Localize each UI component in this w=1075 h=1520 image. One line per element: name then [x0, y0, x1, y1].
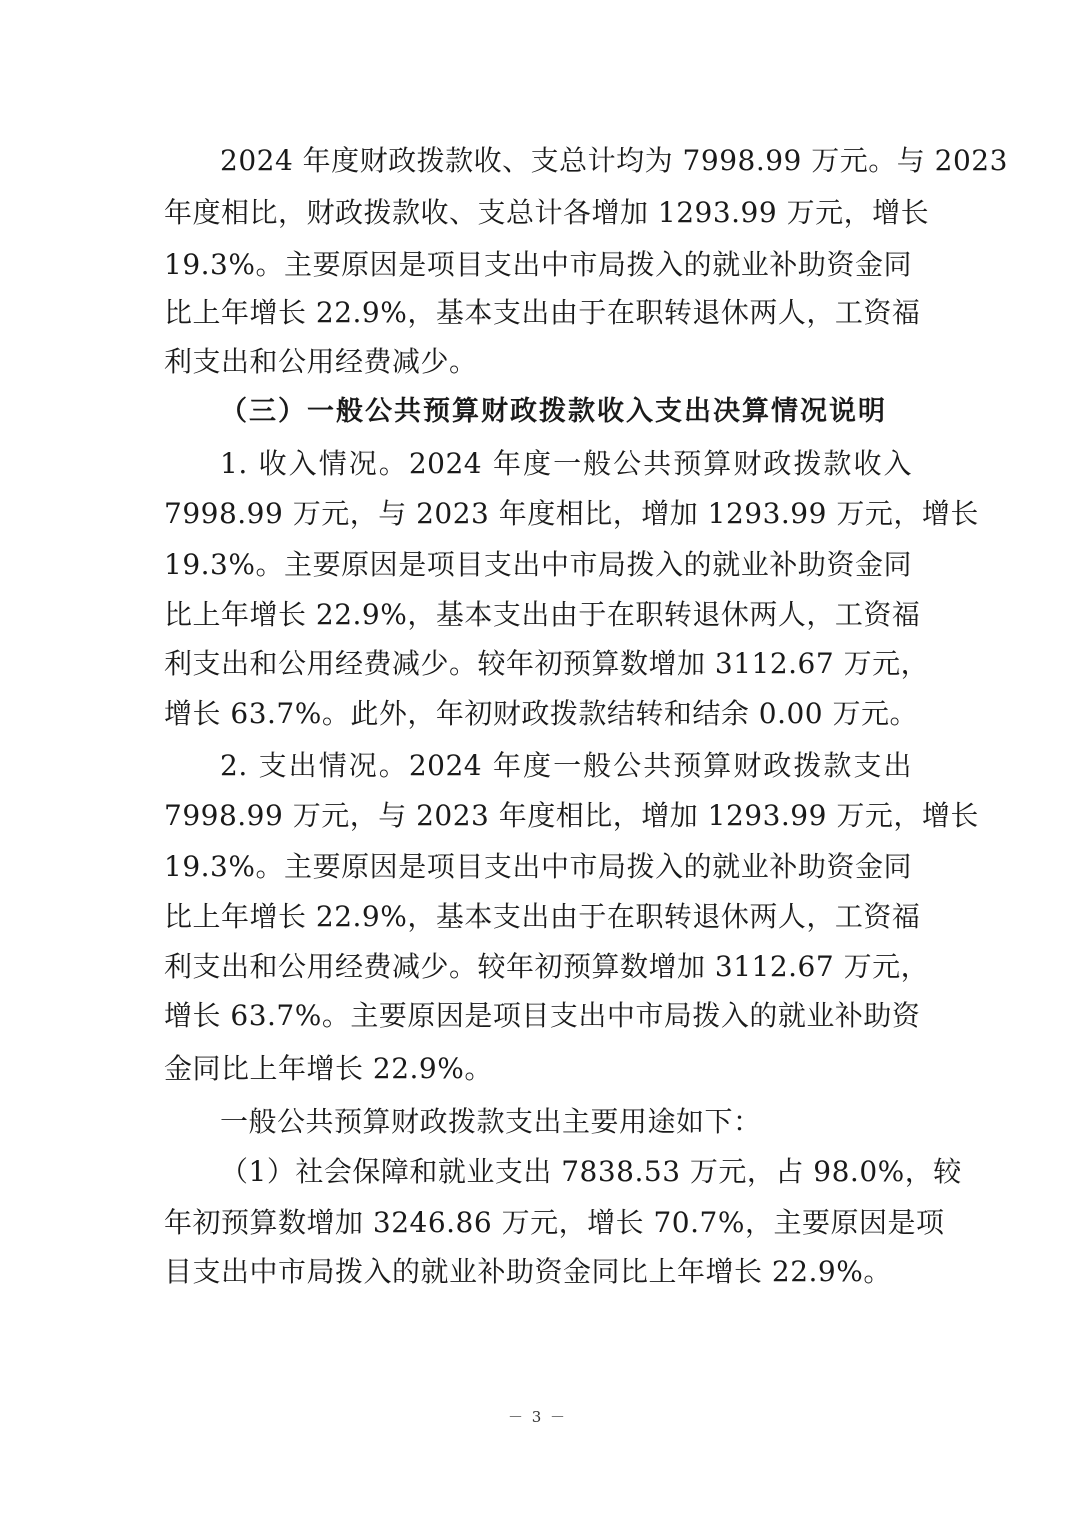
paragraph-line: 2. 支出情况。2024 年度一般公共预算财政拨款支出 — [220, 749, 912, 782]
paragraph-line: 19.3%。主要原因是项目支出中市局拨入的就业补助资金同 — [164, 850, 912, 883]
page-number: － 3 － — [507, 1408, 568, 1426]
paragraph-line: 增长 63.7%。主要原因是项目支出中市局拨入的就业补助资 — [164, 999, 921, 1032]
paragraph-line: 利支出和公用经费减少。 — [164, 345, 478, 378]
paragraph-line: 年度相比，财政拨款收、支总计各增加 1293.99 万元，增长 — [164, 196, 930, 229]
paragraph-line: 金同比上年增长 22.9%。 — [164, 1052, 493, 1085]
section-heading: （三）一般公共预算财政拨款收入支出决算情况说明 — [220, 396, 887, 427]
paragraph-line: 19.3%。主要原因是项目支出中市局拨入的就业补助资金同 — [164, 548, 912, 581]
paragraph-line: 1. 收入情况。2024 年度一般公共预算财政拨款收入 — [220, 447, 912, 480]
paragraph-line: 比上年增长 22.9%，基本支出由于在职转退休两人，工资福 — [164, 598, 921, 631]
paragraph-line: 年初预算数增加 3246.86 万元，增长 70.7%，主要原因是项 — [164, 1206, 945, 1239]
paragraph-line: 比上年增长 22.9%，基本支出由于在职转退休两人，工资福 — [164, 900, 921, 933]
paragraph-line: 7998.99 万元，与 2023 年度相比，增加 1293.99 万元，增长 — [164, 799, 979, 832]
paragraph-line: 利支出和公用经费减少。较年初预算数增加 3112.67 万元， — [164, 647, 930, 680]
paragraph-line: （1）社会保障和就业支出 7838.53 万元，占 98.0%，较 — [220, 1155, 962, 1188]
paragraph-line: 增长 63.7%。此外，年初财政拨款结转和结余 0.00 万元。 — [164, 697, 918, 730]
paragraph-line: 比上年增长 22.9%，基本支出由于在职转退休两人，工资福 — [164, 296, 921, 329]
paragraph-line: 7998.99 万元，与 2023 年度相比，增加 1293.99 万元，增长 — [164, 497, 979, 530]
paragraph-line: 利支出和公用经费减少。较年初预算数增加 3112.67 万元， — [164, 950, 930, 983]
paragraph-line: 2024 年度财政拨款收、支总计均为 7998.99 万元。与 2023 — [220, 144, 1008, 177]
paragraph-line: 目支出中市局拨入的就业补助资金同比上年增长 22.9%。 — [164, 1255, 892, 1288]
paragraph-line: 一般公共预算财政拨款支出主要用途如下： — [220, 1105, 762, 1138]
paragraph-line: 19.3%。主要原因是项目支出中市局拨入的就业补助资金同 — [164, 248, 912, 281]
